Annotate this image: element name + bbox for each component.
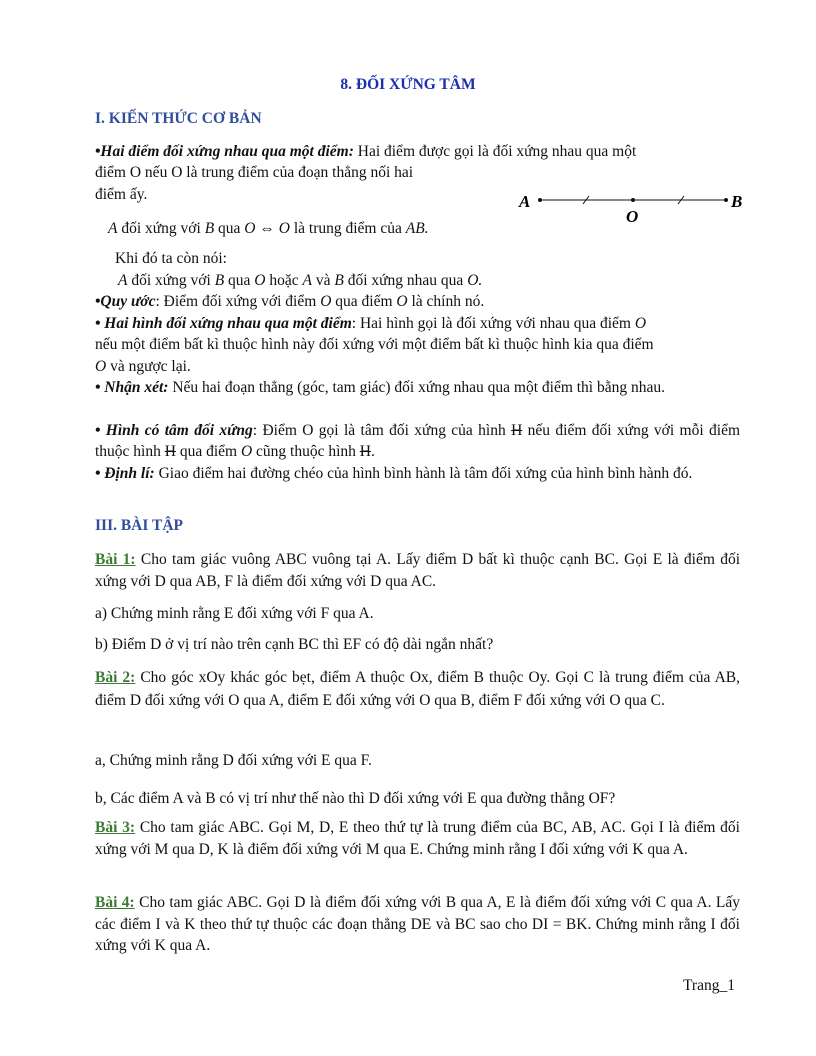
equation-di-bk: DI = BK xyxy=(531,915,588,933)
exercise-1-part-b: b) Điểm D ở vị trí nào trên cạnh BC thì EF có độ dài ngắn nhất? xyxy=(95,636,494,653)
exercise-1: Bài 1: Cho tam giác vuông ABC vuông tại A. Lấy điểm D bất kì thuộc cạnh BC. Gọi E là điểm đối xứng với D qua AB, F là điểm đối xứng với D qua AC. xyxy=(95,551,741,590)
section-heading-exercises: III. BÀI TẬP xyxy=(95,517,184,534)
exercise-2-part-a: a, Chứng minh rằng D đối xứng với E qua F. xyxy=(95,752,372,769)
exercise-2-part-b: b, Các điểm A và B có vị trí như thế nào thì D đối xứng với E qua đường thẳng OF? xyxy=(95,790,616,807)
definition-two-figures-line3: O và ngược lại. xyxy=(95,358,191,375)
definition-two-points-lead: •Hai điểm đối xứng nhau qua một điểm: xyxy=(95,143,354,160)
note-line2: A đối xứng với B qua O hoặc A và B đối xứng nhau qua O. xyxy=(118,272,483,289)
definition-two-points-line1: •Hai điểm đối xứng nhau qua một điểm: Hai điểm được gọi là đối xứng nhau qua một xyxy=(95,143,637,160)
definition-two-figures-line2: nếu một điểm bất kì thuộc hình này đối xứng với một điểm bất kì thuộc hình kia qua điểm xyxy=(95,336,654,353)
center-of-symmetry: • Hình có tâm đối xứng: Điểm O gọi là tâm đối xứng của hình H nếu điểm đối xứng với mỗi điểm thuộc hình H qua điểm O cũng thuộc hình H. xyxy=(95,422,740,460)
point-o xyxy=(631,198,635,202)
symmetry-formula: A đối xứng với B qua O ⇔ O là trung điểm của AB. xyxy=(108,220,429,237)
point-b xyxy=(724,198,728,202)
exercise-3: Bài 3: Cho tam giác ABC. Gọi M, D, E theo thứ tự là trung điểm của BC, AB, AC. Gọi I là điểm đối xứng với M qua D, K là điểm đối xứng với M qua E. Chứng minh rằng I đối xứng với K qua A. xyxy=(95,819,740,858)
angle-xoy: xOy xyxy=(198,669,226,686)
exercise-1-label: Bài 1: xyxy=(95,551,136,568)
definition-two-figures-line1: • Hai hình đối xứng nhau qua một điểm: Hai hình gọi là đối xứng với nhau qua điểm O xyxy=(95,315,647,332)
exercise-3-label: Bài 3: xyxy=(95,819,136,836)
page-number: Trang_1 xyxy=(683,977,735,994)
convention: •Quy ước: Điểm đối xứng với điểm O qua điểm O là chính nó. xyxy=(95,293,485,310)
definition-two-points-line2: điểm O nếu O là trung điểm của đoạn thẳng nối hai xyxy=(95,164,414,181)
point-a xyxy=(538,198,542,202)
exercise-4-label: Bài 4: xyxy=(95,894,135,911)
section-heading-basics: I. KIẾN THỨC CƠ BẢN xyxy=(95,110,262,127)
exercise-2-label: Bài 2: xyxy=(95,669,136,686)
symmetry-figure xyxy=(515,188,750,228)
remark: • Nhận xét: Nếu hai đoạn thẳng (góc, tam giác) đối xứng nhau qua một điểm thì bằng nhau. xyxy=(95,379,665,396)
note-line1: Khi đó ta còn nói: xyxy=(115,250,227,267)
theorem: • Định lí: Giao điểm hai đường chéo của hình bình hành là tâm đối xứng của hình bình hành đó. xyxy=(95,465,693,482)
page-title: 8. ĐỐI XỨNG TÂM xyxy=(340,76,476,93)
figure-label-b: B xyxy=(731,192,743,211)
figure-label-a: A xyxy=(519,192,531,211)
exercise-1-part-a: a) Chứng minh rằng E đối xứng với F qua A. xyxy=(95,605,374,622)
exercise-2: Bài 2: Cho góc xOy khác góc bẹt, điểm A thuộc Ox, điểm B thuộc Oy. Gọi C là trung điểm của AB, điểm D đối xứng với O qua A, điểm E đối xứng với O qua B, điểm F đối xứng với O qua C. xyxy=(95,669,740,709)
figure-label-o: O xyxy=(626,207,639,226)
definition-two-points-line3: điểm ấy. xyxy=(95,186,148,203)
exercise-4: Bài 4: Cho tam giác ABC. Gọi D là điểm đối xứng với B qua A, E là điểm đối xứng với C qua A. Lấy các điểm I và K theo thứ tự thuộc các đoạn thẳng DE và BC sao cho DI = BK. Chứng minh rằng I đối xứng với K qua A. xyxy=(95,894,740,954)
